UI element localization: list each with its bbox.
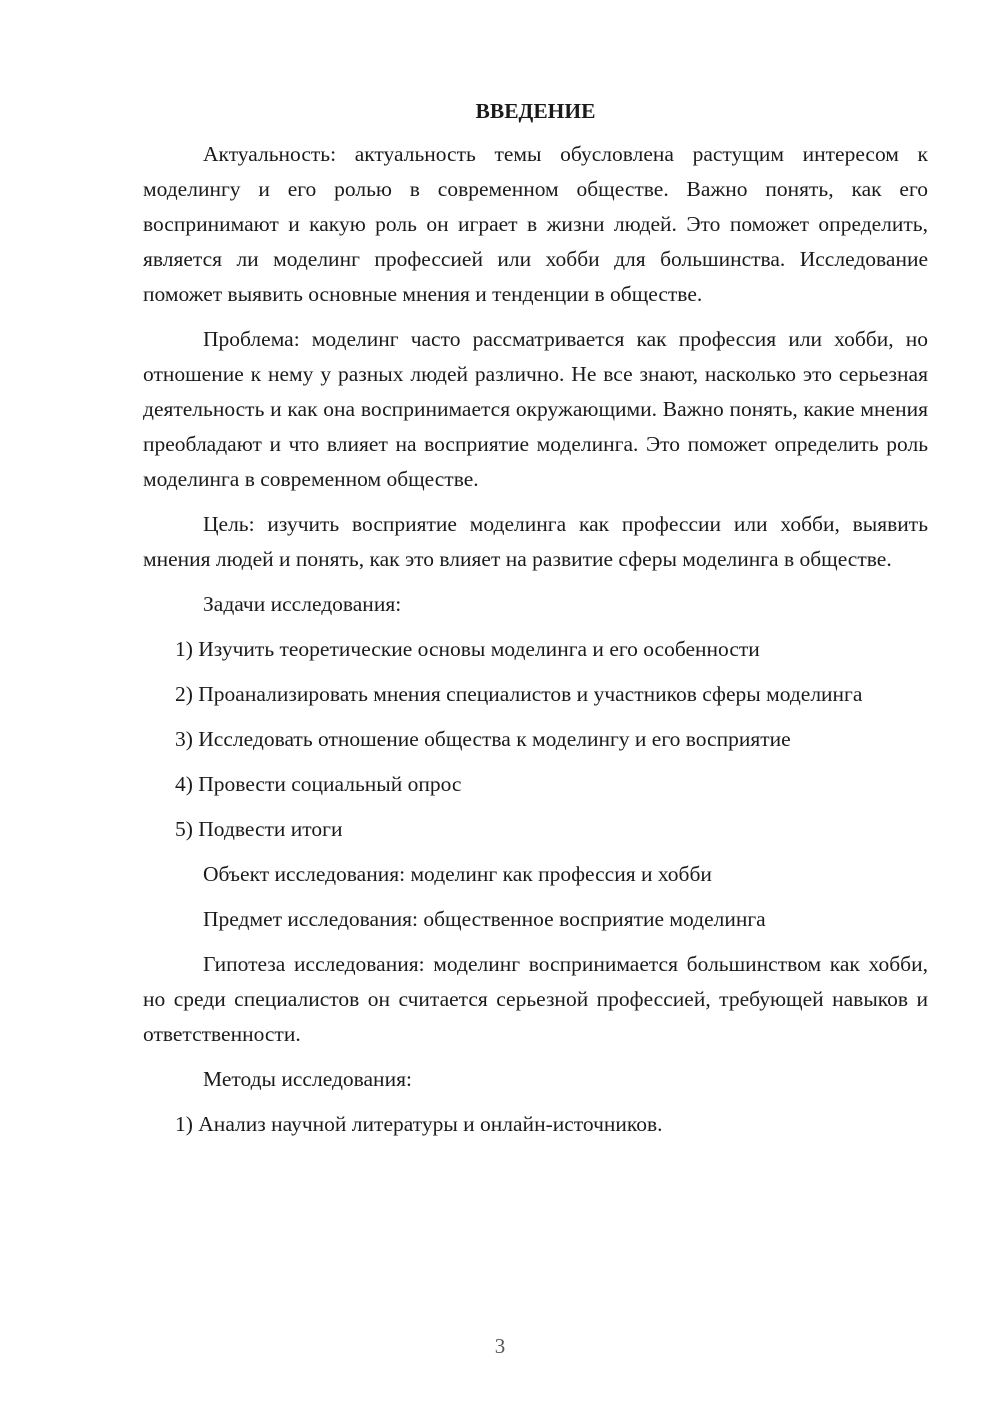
task-item-3: 3) Исследовать отношение общества к моделингу и его восприятие bbox=[175, 727, 791, 751]
relevance-paragraph: Актуальность: актуальность темы обусловлена растущим интересом к моделингу и его ролью в современном обществе. Важно понять, как его воспринимают и какую роль он играет в жизни людей. Это поможет определить, является ли моделинг профессией или хобби для большинства. Исследование поможет выявить основные мнения и тенденции в обществе. bbox=[143, 142, 928, 306]
goal-paragraph: Цель: изучить восприятие моделинга как профессии или хобби, выявить мнения людей и понять, как это влияет на развитие сферы моделинга в обществе. bbox=[143, 512, 928, 571]
task-item-5: 5) Подвести итоги bbox=[175, 817, 343, 841]
page-title: ВВЕДЕНИЕ bbox=[475, 99, 596, 123]
tasks-heading: Задачи исследования: bbox=[203, 592, 402, 616]
task-item-1: 1) Изучить теоретические основы моделинга и его особенности bbox=[175, 637, 760, 661]
task-item-4: 4) Провести социальный опрос bbox=[175, 772, 462, 796]
research-object: Объект исследования: моделинг как профессия и хобби bbox=[203, 862, 712, 886]
page-number: 3 bbox=[494, 1334, 506, 1358]
method-item-1: 1) Анализ научной литературы и онлайн-источников. bbox=[175, 1112, 663, 1136]
problem-paragraph: Проблема: моделинг часто рассматривается как профессия или хобби, но отношение к нему у разных людей различно. Не все знают, насколько это серьезная деятельность и как она воспринимается окружающими. Важно понять, какие мнения преобладают и что влияет на восприятие моделинга. Это поможет определить роль моделинга в современном обществе. bbox=[143, 327, 928, 491]
research-subject: Предмет исследования: общественное восприятие моделинга bbox=[203, 907, 766, 931]
methods-heading: Методы исследования: bbox=[203, 1067, 412, 1091]
research-hypothesis: Гипотеза исследования: моделинг воспринимается большинством как хобби, но среди специалистов он считается серьезной профессией, требующей навыков и ответственности. bbox=[143, 952, 928, 1046]
document-page bbox=[143, 96, 928, 1152]
task-item-2: 2) Проанализировать мнения специалистов и участников сферы моделинга bbox=[175, 682, 863, 706]
